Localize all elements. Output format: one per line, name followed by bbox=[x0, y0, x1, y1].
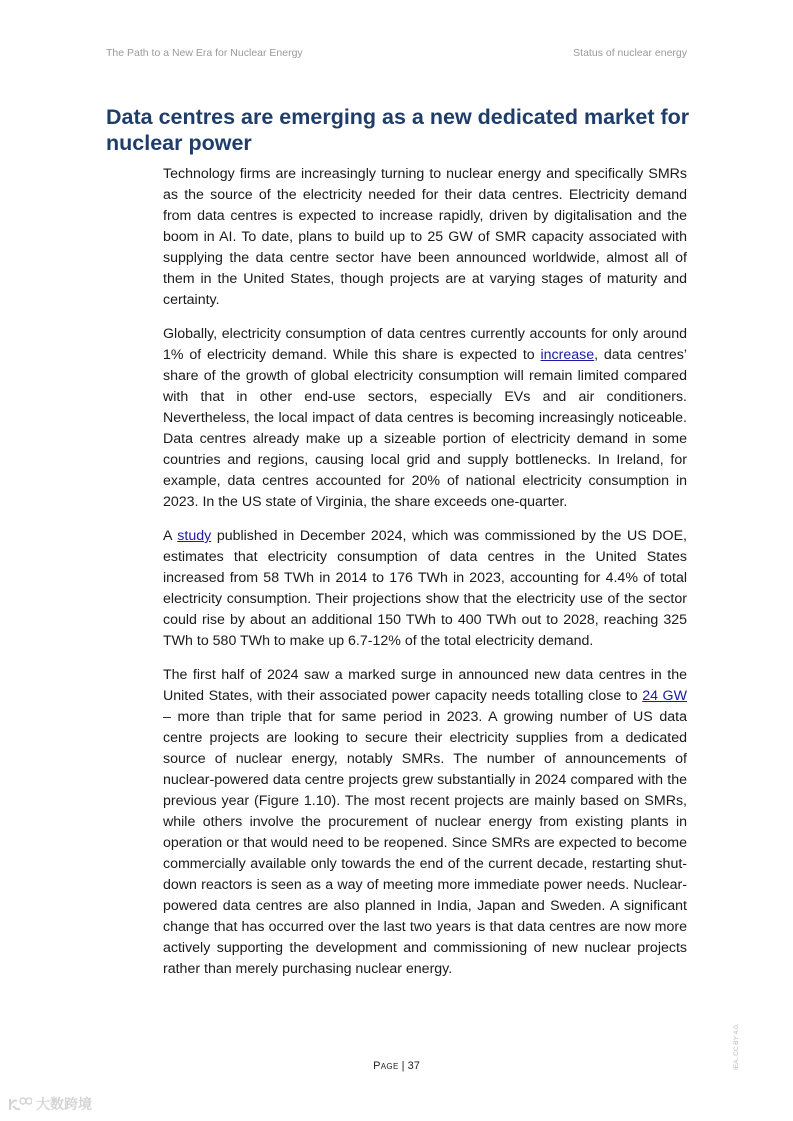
paragraph-2-text-a: Globally, electricity consumption of data centres currently accounts for only around 1% of electricity demand. While this share is expected to bbox=[163, 326, 687, 363]
watermark bbox=[8, 1094, 92, 1114]
paragraph-4 bbox=[163, 665, 687, 980]
paragraph-4-text-b: – more than triple that for same period in 2023. A growing number of US data centre projects are looking to secure their electricity supplies from a dedicated source of nuclear energy, notably SMRs. The number of announcements of nuclear-powered data centre projects grew substantially in 2024 compared with the previous year (Figure 1.10). The most recent projects are mainly based on SMRs, while others involve the procurement of nuclear energy from existing plants in operation or that would need to be reopened. Since SMRs are expected to become commercially available only towards the end of the current decade, restarting shut-down reactors is seen as a way of meeting more immediate power needs. Nuclear-powered data centres are also planned in India, Japan and Sweden. A significant change that has occurred over the last two years is that data centres are now more actively supporting the development and commissioning of new nuclear projects rather than merely purchasing nuclear energy. bbox=[163, 709, 687, 977]
page-number: 37 bbox=[407, 1060, 420, 1072]
paragraph-4-text-a: The first half of 2024 saw a marked surge in announced new data centres in the United States, with their associated power capacity needs totalling close to bbox=[163, 667, 687, 704]
header-document-title: The Path to a New Era for Nuclear Energy bbox=[106, 47, 303, 59]
paragraph-2-text-b: , data centres’ share of the growth of global electricity consumption will remain limited compared with that in other end-use sectors, especially EVs and air conditioners. Nevertheless, the local impact of data centres is becoming increasingly noticeable. Data centres already make up a sizeable portion of electricity demand in some countries and regions, causing local grid and supply bottlenecks. In Ireland, for example, data centres accounted for 20% of national electricity consumption in 2023. In the US state of Virginia, the share exceeds one-quarter. bbox=[163, 347, 687, 510]
header-chapter-title: Status of nuclear energy bbox=[573, 47, 687, 59]
paragraph-3-text-b: published in December 2024, which was commissioned by the US DOE, estimates that electricity consumption of data centres in the United States increased from 58 TWh in 2014 to 176 TWh in 2023, accounting for 4.4% of total electricity consumption. Their projections show that the electricity use of the sector could rise by about an additional 150 TWh to 400 TWh out to 2028, reaching 325 TWh to 580 TWh to make up 6.7-12% of the total electricity demand. bbox=[163, 528, 687, 649]
24gw-link[interactable]: 24 GW bbox=[642, 688, 687, 704]
watermark-text: 大数跨境 bbox=[36, 1096, 92, 1112]
study-link[interactable]: study bbox=[177, 528, 212, 544]
page-footer bbox=[0, 1060, 793, 1072]
paragraph-3 bbox=[163, 526, 687, 652]
increase-link[interactable]: increase bbox=[540, 347, 595, 363]
running-header bbox=[106, 47, 687, 59]
body-text bbox=[163, 164, 687, 993]
paragraph-2 bbox=[163, 324, 687, 513]
license-note: IEA. CC BY 4.0. bbox=[733, 1023, 740, 1070]
page-separator: | bbox=[398, 1060, 408, 1072]
page-label: Page bbox=[373, 1060, 399, 1072]
watermark-logo-icon bbox=[8, 1096, 32, 1112]
paragraph-3-text-a: A bbox=[163, 528, 178, 544]
paragraph-1: Technology firms are increasingly turning to nuclear energy and specifically SMRs as the source of the electricity needed for their data centres. Electricity demand from data centres is expected to increase rapidly, driven by digitalisation and the boom in AI. To date, plans to build up to 25 GW of SMR capacity associated with supplying the data centre sector have been announced worldwide, almost all of them in the United States, though projects are at varying stages of maturity and certainty. bbox=[163, 166, 687, 308]
section-title: Data centres are emerging as a new dedicated market for nuclear power bbox=[106, 105, 690, 155]
